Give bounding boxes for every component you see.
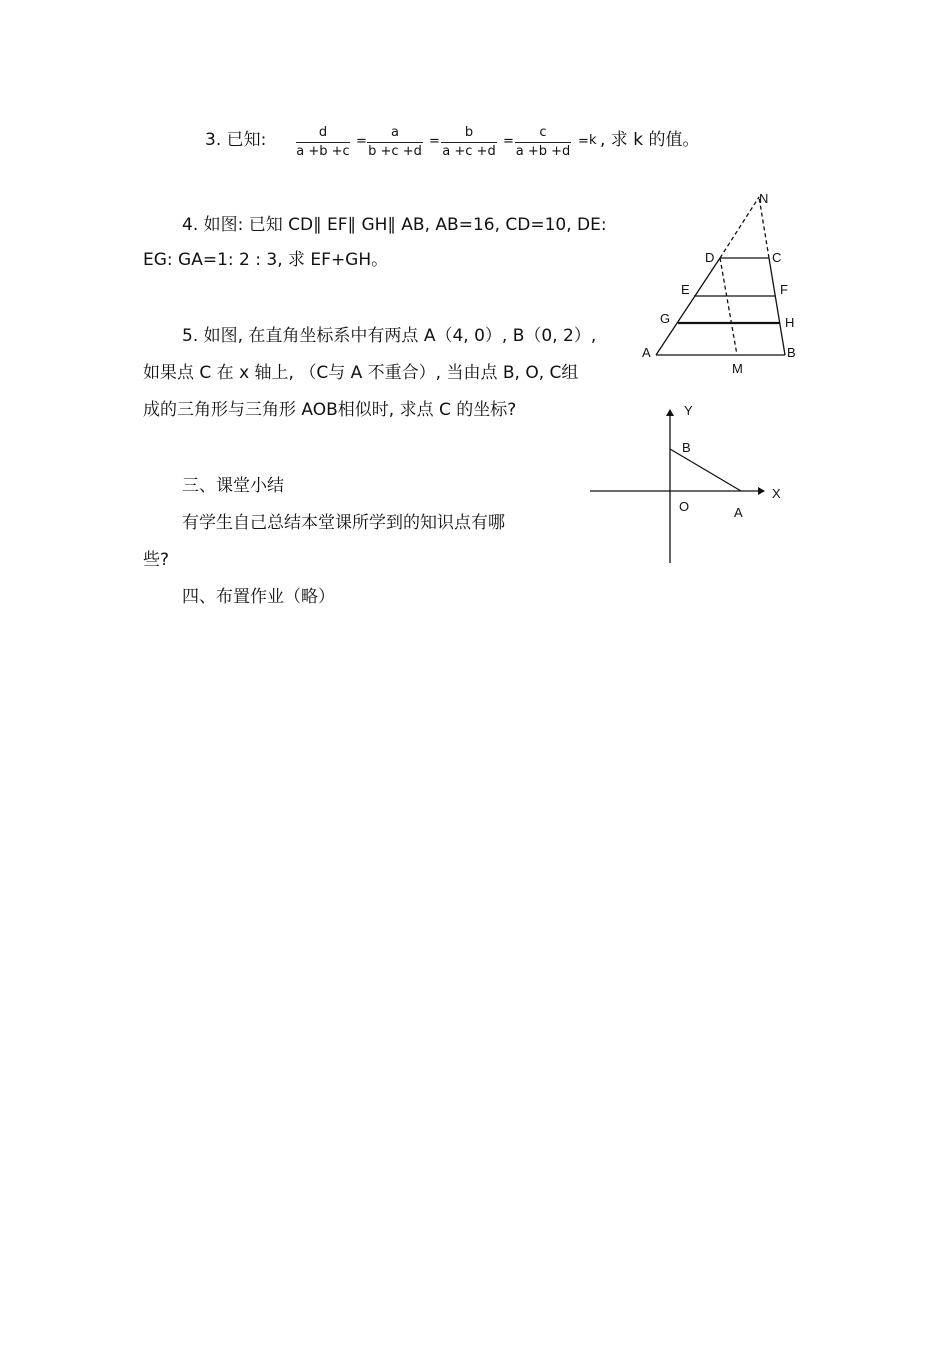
label-m: M bbox=[732, 361, 743, 376]
dashed-dn bbox=[720, 197, 759, 258]
fraction-denominator: a +b +c bbox=[296, 144, 350, 159]
fraction-bar bbox=[367, 142, 423, 143]
summary-line2: 些? bbox=[143, 550, 170, 570]
q3-fraction-2 bbox=[367, 125, 423, 160]
q3-fraction-1 bbox=[296, 125, 350, 160]
dashed-dm bbox=[720, 258, 737, 355]
equals-sign: = bbox=[503, 134, 514, 149]
fraction-bar bbox=[515, 142, 571, 143]
label-g: G bbox=[660, 311, 671, 326]
fraction-denominator: b +c +d bbox=[368, 144, 422, 159]
label-a: A bbox=[642, 345, 651, 360]
summary-heading: 三、课堂小结 bbox=[182, 476, 284, 496]
equals-sign: = bbox=[356, 134, 367, 149]
label-f: F bbox=[780, 282, 788, 297]
equals-sign: = bbox=[429, 134, 440, 149]
fraction-bar bbox=[441, 142, 497, 143]
label-y: Y bbox=[684, 403, 693, 418]
fraction-denominator: a +b +d bbox=[515, 144, 571, 159]
q3-k: k bbox=[589, 133, 597, 148]
label-e: E bbox=[681, 282, 690, 297]
q5-line1: 5. 如图, 在直角坐标系中有两点 A（4, 0）, B（0, 2）, bbox=[182, 326, 597, 346]
q3-prefix: 3. 已知: bbox=[205, 130, 267, 150]
equals-sign: = bbox=[578, 134, 589, 149]
label-o: O bbox=[679, 499, 690, 514]
q5-line2: 如果点 C 在 x 轴上, （C与 A 不重合）, 当由点 B, O, C组 bbox=[143, 363, 579, 383]
label-b-point: B bbox=[682, 440, 691, 455]
q3-fraction-4 bbox=[515, 125, 571, 160]
label-a-point: A bbox=[734, 505, 743, 520]
fraction-numerator: c bbox=[539, 125, 547, 140]
segment-ad bbox=[656, 258, 720, 355]
fraction-numerator: b bbox=[464, 125, 474, 140]
summary-line1: 有学生自己总结本堂课所学到的知识点有哪 bbox=[182, 513, 505, 533]
q4-line2: EG: GA=1: 2 : 3, 求 EF+GH。 bbox=[143, 250, 389, 270]
segment-ba bbox=[670, 449, 741, 491]
coordinate-figure bbox=[585, 400, 790, 570]
fraction-denominator: a +c +d bbox=[442, 144, 496, 159]
label-n: N bbox=[759, 191, 769, 206]
homework-heading: 四、布置作业（略） bbox=[182, 587, 335, 607]
q3-fraction-3 bbox=[441, 125, 497, 160]
label-h: H bbox=[785, 315, 795, 330]
trapezoid-figure bbox=[630, 185, 810, 380]
dashed-cn bbox=[759, 197, 769, 258]
q4-line1: 4. 如图: 已知 CD∥ EF∥ GH∥ AB, AB=16, CD=10, DE: bbox=[182, 215, 607, 235]
label-c: C bbox=[772, 250, 782, 265]
fraction-numerator: d bbox=[318, 125, 328, 140]
q3-suffix: , 求 k 的值。 bbox=[600, 130, 700, 150]
q5-line3: 成的三角形与三角形 AOB相似时, 求点 C 的坐标? bbox=[143, 400, 517, 420]
label-b: B bbox=[787, 345, 796, 360]
label-d: D bbox=[705, 250, 715, 265]
label-x: X bbox=[772, 486, 781, 501]
fraction-numerator: a bbox=[391, 125, 399, 140]
segment-bc bbox=[769, 258, 785, 355]
fraction-bar bbox=[296, 142, 350, 143]
